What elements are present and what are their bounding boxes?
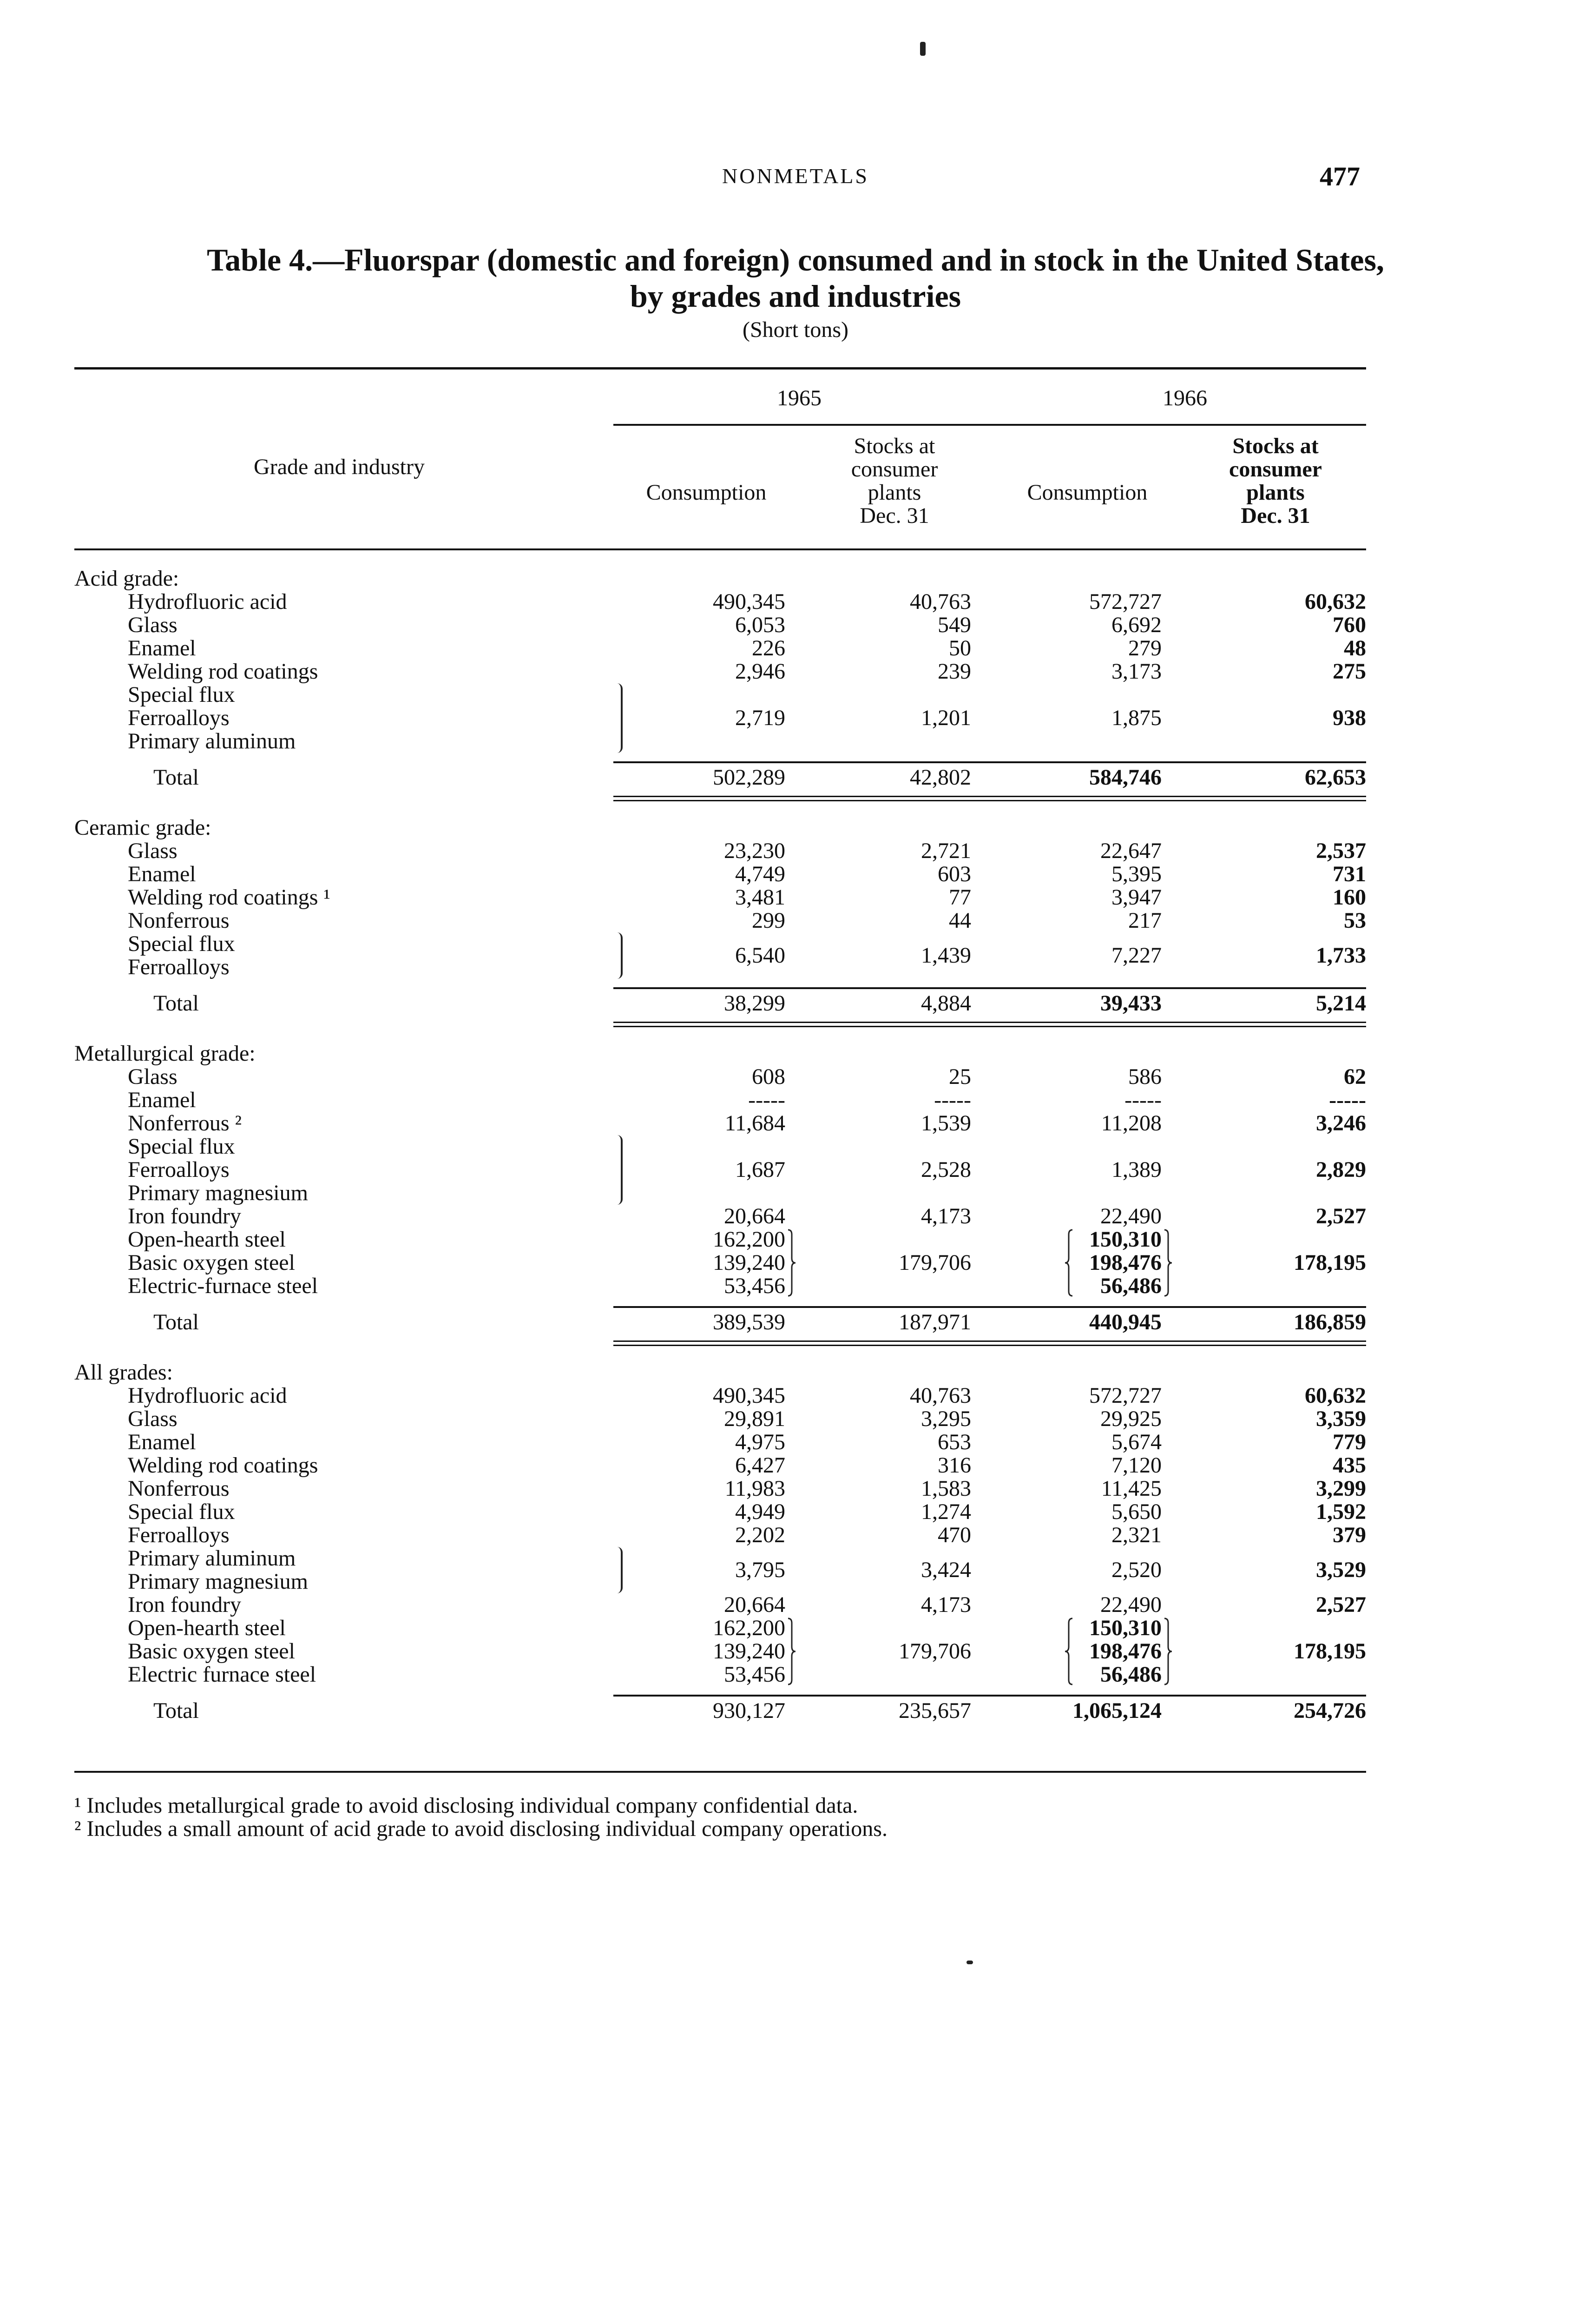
value-cell: 2,829 [1316, 1157, 1366, 1182]
value-cell: 1,065,124 [1072, 1698, 1162, 1723]
row-label [128, 1135, 613, 1158]
column-header-stocks-1965 [818, 435, 971, 528]
value-cell: ----- [1329, 1088, 1366, 1112]
footnote-1: ¹ Includes metallurgical grade to avoid disclosing individual company confidential data. [74, 1793, 858, 1818]
leader-dots [153, 782, 613, 784]
row-label-text: Glass [128, 614, 178, 637]
value-cell: 4,173 [921, 1592, 971, 1617]
row-label-text: Nonferrous [128, 1477, 230, 1500]
row-label [128, 1500, 613, 1524]
value-cell: 139,240 [713, 1639, 785, 1664]
row-label-text: Total [153, 1311, 199, 1334]
row-label [153, 992, 613, 1015]
row-label-text: Enamel [128, 1089, 196, 1112]
value-cell: 186,859 [1294, 1310, 1366, 1334]
row-label-text: Total [153, 766, 199, 789]
value-cell: 1,539 [921, 1111, 971, 1136]
value-cell: 731 [1333, 862, 1366, 886]
value-cell: 178,195 [1294, 1639, 1366, 1664]
value-cell: 1,439 [921, 943, 971, 968]
row-label [128, 1205, 613, 1228]
grouping-brace [1064, 1228, 1073, 1298]
value-cell: 3,295 [921, 1406, 971, 1431]
stocks-header-line: Stocks at [854, 434, 935, 458]
stocks-header-line: Dec. 31 [860, 503, 929, 528]
value-cell: 3,246 [1316, 1111, 1366, 1136]
value-cell: 1,583 [921, 1476, 971, 1501]
row-label [128, 1547, 613, 1570]
leader-dots [153, 1008, 613, 1010]
grouping-brace [1164, 1228, 1173, 1298]
row-label [128, 683, 613, 706]
leader-dots [153, 1327, 613, 1328]
section-double-rule [613, 1340, 1366, 1342]
stocks-header-line: consumer [851, 457, 938, 482]
row-label-text: Welding rod coatings [128, 660, 318, 683]
label-brace [611, 1135, 623, 1205]
row-label-text: Primary magnesium [128, 1182, 308, 1205]
column-header-consumption-1966: Consumption [1027, 480, 1148, 505]
row-label [128, 1158, 613, 1182]
row-label [128, 956, 613, 979]
leader-dots [128, 1423, 613, 1425]
row-label-text: Hydrofluoric acid [128, 1384, 287, 1407]
table-units: (Short tons) [743, 317, 848, 342]
row-label-text: Ferroalloys [128, 1524, 230, 1547]
stocks-header-line: plants [868, 480, 921, 505]
value-cell: 226 [752, 636, 785, 660]
value-cell: 440,945 [1089, 1310, 1162, 1334]
row-label [128, 1182, 613, 1205]
value-cell: 316 [938, 1453, 971, 1478]
value-cell: 6,053 [735, 613, 785, 637]
value-cell: 198,476 [1089, 1639, 1162, 1664]
value-cell: 22,490 [1100, 1204, 1162, 1228]
grouping-brace [1164, 1617, 1173, 1686]
value-cell: 760 [1333, 613, 1366, 637]
value-cell: 38,299 [724, 991, 785, 1016]
value-cell: 187,971 [899, 1310, 971, 1334]
value-cell: 11,208 [1101, 1111, 1162, 1136]
row-label [128, 1524, 613, 1547]
section-double-rule [613, 1022, 1366, 1023]
value-cell: 11,983 [724, 1476, 785, 1501]
row-label [128, 706, 613, 730]
value-cell: 11,425 [1101, 1476, 1162, 1501]
row-label-text: Glass [128, 839, 178, 863]
value-cell: 2,321 [1111, 1523, 1162, 1547]
grouping-brace [787, 1228, 796, 1298]
row-label [128, 1384, 613, 1407]
row-label [128, 1089, 613, 1112]
value-cell: 2,537 [1316, 838, 1366, 863]
value-cell: 7,120 [1111, 1453, 1162, 1478]
row-label [153, 1699, 613, 1723]
row-label-text: Iron foundry [128, 1205, 241, 1228]
value-cell: 53 [1344, 908, 1366, 933]
row-label-text: Open-hearth steel [128, 1617, 286, 1640]
table-bottom-rule [74, 1771, 1366, 1773]
value-cell: 29,891 [724, 1406, 785, 1431]
value-cell: ----- [748, 1088, 785, 1112]
value-cell: 1,733 [1316, 943, 1366, 968]
row-label-text: Electric furnace steel [128, 1663, 316, 1686]
value-cell: 22,647 [1100, 838, 1162, 863]
value-cell: 4,749 [735, 862, 785, 886]
row-label-text: Total [153, 992, 199, 1015]
value-cell: 1,274 [921, 1499, 971, 1524]
leader-dots [153, 1715, 613, 1717]
value-cell: 198,476 [1089, 1250, 1162, 1275]
scan-speck [966, 1961, 973, 1964]
value-cell: 60,632 [1305, 1383, 1366, 1408]
section-double-rule [613, 1345, 1366, 1346]
column-header-consumption-1965: Consumption [646, 480, 767, 505]
row-label [128, 730, 613, 753]
value-cell: 53,456 [724, 1274, 785, 1298]
value-cell: 938 [1333, 706, 1366, 730]
row-label-text: Welding rod coatings [128, 1454, 318, 1477]
value-cell: 53,456 [724, 1662, 785, 1687]
row-label-text: Primary aluminum [128, 1547, 296, 1570]
value-cell: 7,227 [1111, 943, 1162, 968]
value-cell: 150,310 [1089, 1227, 1162, 1252]
value-cell: 1,875 [1111, 706, 1162, 730]
value-cell: 48 [1344, 636, 1366, 660]
stocks-header-line: consumer [1229, 457, 1322, 482]
value-cell: 4,975 [735, 1430, 785, 1454]
row-label-text: Electric-furnace steel [128, 1274, 318, 1298]
value-cell: 20,664 [724, 1204, 785, 1228]
value-cell: 39,433 [1100, 991, 1162, 1016]
row-label [128, 1617, 613, 1640]
value-cell: 11,684 [724, 1111, 785, 1136]
value-cell: 2,946 [735, 659, 785, 684]
row-label [128, 1228, 613, 1251]
row-label-text: Primary magnesium [128, 1570, 308, 1593]
footnote-2: ² Includes a small amount of acid grade to avoid disclosing individual company operations. [74, 1816, 888, 1841]
table-title [0, 242, 1591, 314]
value-cell: 4,949 [735, 1499, 785, 1524]
value-cell: 5,214 [1316, 991, 1366, 1016]
row-label [128, 660, 613, 683]
value-cell: 490,345 [713, 1383, 785, 1408]
row-label-text: Primary aluminum [128, 730, 296, 753]
row-label-text: Ferroalloys [128, 1158, 230, 1182]
value-cell: 60,632 [1305, 589, 1366, 614]
row-label [153, 1311, 613, 1334]
row-label-text: Total [153, 1699, 199, 1723]
value-cell: 217 [1128, 908, 1162, 933]
value-cell: 279 [1128, 636, 1162, 660]
row-label-text: Nonferrous [128, 909, 230, 932]
row-label-text: Enamel [128, 637, 196, 660]
value-cell: 1,687 [735, 1157, 785, 1182]
value-cell: 5,395 [1111, 862, 1162, 886]
header-bottom-rule [74, 548, 1366, 550]
row-label [128, 1431, 613, 1454]
table-top-rule [74, 367, 1366, 370]
row-label-text: Glass [128, 1065, 178, 1089]
row-label-text: Ferroalloys [128, 956, 230, 979]
value-cell: 160 [1333, 885, 1366, 910]
value-cell: 502,289 [713, 765, 785, 790]
section-double-rule [613, 1026, 1366, 1027]
value-cell: 435 [1333, 1453, 1366, 1478]
stocks-header-line: plants [1246, 480, 1305, 505]
scan-speck [920, 42, 926, 56]
row-label-text: Hydrofluoric acid [128, 590, 287, 614]
row-label-text: Nonferrous ² [128, 1112, 242, 1135]
section-title: Acid grade: [74, 567, 179, 590]
value-cell: 44 [949, 908, 971, 933]
value-cell: 62 [1344, 1064, 1366, 1089]
row-label [128, 1251, 613, 1274]
row-label-text: Ferroalloys [128, 706, 230, 730]
label-brace [611, 1547, 623, 1593]
row-label [128, 1274, 613, 1298]
value-cell: 4,884 [921, 991, 971, 1016]
section-double-rule [613, 800, 1366, 801]
value-cell: 549 [938, 613, 971, 637]
row-label-text: Glass [128, 1407, 178, 1431]
value-cell: 56,486 [1100, 1662, 1162, 1687]
leader-dots [128, 855, 613, 857]
row-label-text: Open-hearth steel [128, 1228, 286, 1251]
total-rule [613, 761, 1366, 763]
value-cell: 3,947 [1111, 885, 1162, 910]
value-cell: 5,674 [1111, 1430, 1162, 1454]
value-cell: 470 [938, 1523, 971, 1547]
section-title: Metallurgical grade: [74, 1042, 256, 1065]
value-cell: 2,202 [735, 1523, 785, 1547]
row-label-text: Basic oxygen steel [128, 1640, 295, 1663]
value-cell: 77 [949, 885, 971, 910]
value-cell: 178,195 [1294, 1250, 1366, 1275]
value-cell: 254,726 [1294, 1698, 1366, 1723]
value-cell: 50 [949, 636, 971, 660]
table-title-line-2: by grades and industries [630, 278, 961, 314]
value-cell: 56,486 [1100, 1274, 1162, 1298]
value-cell: 389,539 [713, 1310, 785, 1334]
column-header-grade: Grade and industry [254, 455, 425, 479]
value-cell: 3,359 [1316, 1406, 1366, 1431]
row-label [128, 1640, 613, 1663]
value-cell: 139,240 [713, 1250, 785, 1275]
value-cell: 586 [1128, 1064, 1162, 1089]
leader-dots [128, 1446, 613, 1448]
leader-dots [128, 1104, 613, 1106]
value-cell: 2,527 [1316, 1204, 1366, 1228]
row-label [128, 909, 613, 932]
row-label-text: Enamel [128, 863, 196, 886]
grouping-brace [787, 1617, 796, 1686]
column-header-stocks-1966 [1199, 435, 1352, 528]
value-cell: 930,127 [713, 1698, 785, 1723]
row-label [128, 1065, 613, 1089]
leader-dots [128, 878, 613, 880]
value-cell: 299 [752, 908, 785, 933]
total-rule [613, 987, 1366, 989]
value-cell: 1,389 [1111, 1157, 1162, 1182]
value-cell: 603 [938, 862, 971, 886]
value-cell: 2,520 [1111, 1558, 1162, 1582]
label-brace [611, 683, 623, 753]
value-cell: 20,664 [724, 1592, 785, 1617]
row-label-text: Special flux [128, 932, 235, 956]
leader-dots [128, 1081, 613, 1083]
row-label [128, 886, 613, 909]
value-cell: 572,727 [1089, 1383, 1162, 1408]
page-number: 477 [1320, 161, 1360, 191]
row-label-text: Welding rod coatings ¹ [128, 886, 330, 909]
value-cell: 6,692 [1111, 613, 1162, 637]
value-cell: 5,650 [1111, 1499, 1162, 1524]
value-cell: 62,653 [1305, 765, 1366, 790]
row-label [128, 637, 613, 660]
leader-dots [128, 629, 613, 631]
value-cell: 3,299 [1316, 1476, 1366, 1501]
value-cell: 6,540 [735, 943, 785, 968]
section-title: Ceramic grade: [74, 816, 211, 839]
value-cell: 1,201 [921, 706, 971, 730]
row-label-text: Basic oxygen steel [128, 1251, 295, 1274]
value-cell: 3,529 [1316, 1558, 1366, 1582]
value-cell: 3,424 [921, 1558, 971, 1582]
value-cell: 2,719 [735, 706, 785, 730]
row-label [128, 1663, 613, 1686]
value-cell: 1,592 [1316, 1499, 1366, 1524]
value-cell: 40,763 [910, 1383, 971, 1408]
value-cell: 42,802 [910, 765, 971, 790]
value-cell: 3,481 [735, 885, 785, 910]
year-underline-rule [613, 424, 1366, 426]
value-cell: 490,345 [713, 589, 785, 614]
row-label [128, 590, 613, 614]
table-title-line-1: Table 4.—Fluorspar (domestic and foreign) consumed and in stock in the United States, [207, 242, 1384, 277]
stocks-header-line: Stocks at [1232, 434, 1319, 458]
row-label [128, 839, 613, 863]
row-label [128, 1407, 613, 1431]
value-cell: 779 [1333, 1430, 1366, 1454]
value-cell: 6,427 [735, 1453, 785, 1478]
total-rule [613, 1695, 1366, 1697]
value-cell: ----- [934, 1088, 971, 1112]
leader-dots [128, 653, 613, 654]
value-cell: 2,527 [1316, 1592, 1366, 1617]
total-rule [613, 1306, 1366, 1308]
value-cell: ----- [1124, 1088, 1162, 1112]
value-cell: 379 [1333, 1523, 1366, 1547]
value-cell: 4,173 [921, 1204, 971, 1228]
value-cell: 162,200 [713, 1616, 785, 1640]
value-cell: 2,721 [921, 838, 971, 863]
row-label-text: Special flux [128, 1135, 235, 1158]
label-brace [611, 932, 623, 979]
row-label [128, 1112, 613, 1135]
row-label [128, 1593, 613, 1617]
value-cell: 235,657 [899, 1698, 971, 1723]
row-label [128, 1454, 613, 1477]
row-label [128, 1570, 613, 1593]
value-cell: 22,490 [1100, 1592, 1162, 1617]
year-1965: 1965 [777, 386, 822, 410]
value-cell: 3,795 [735, 1558, 785, 1582]
value-cell: 239 [938, 659, 971, 684]
row-label-text: Iron foundry [128, 1593, 241, 1617]
value-cell: 29,925 [1100, 1406, 1162, 1431]
value-cell: 653 [938, 1430, 971, 1454]
value-cell: 584,746 [1089, 765, 1162, 790]
section-title: All grades: [74, 1361, 173, 1384]
grouping-brace [1064, 1617, 1073, 1686]
value-cell: 2,528 [921, 1157, 971, 1182]
row-label [128, 863, 613, 886]
row-label [128, 1477, 613, 1500]
value-cell: 40,763 [910, 589, 971, 614]
value-cell: 572,727 [1089, 589, 1162, 614]
value-cell: 275 [1333, 659, 1366, 684]
value-cell: 3,173 [1111, 659, 1162, 684]
row-label [128, 614, 613, 637]
value-cell: 23,230 [724, 838, 785, 863]
value-cell: 179,706 [899, 1639, 971, 1664]
row-label-text: Enamel [128, 1431, 196, 1454]
row-label-text: Special flux [128, 683, 235, 706]
value-cell: 25 [949, 1064, 971, 1089]
value-cell: 162,200 [713, 1227, 785, 1252]
value-cell: 179,706 [899, 1250, 971, 1275]
year-1966: 1966 [1163, 386, 1207, 410]
value-cell: 608 [752, 1064, 785, 1089]
stocks-header-line: Dec. 31 [1241, 503, 1310, 528]
value-cell: 150,310 [1089, 1616, 1162, 1640]
section-double-rule [613, 796, 1366, 797]
row-label-text: Special flux [128, 1500, 235, 1524]
running-header: NONMETALS [722, 164, 869, 188]
row-label [128, 932, 613, 956]
row-label [153, 766, 613, 789]
